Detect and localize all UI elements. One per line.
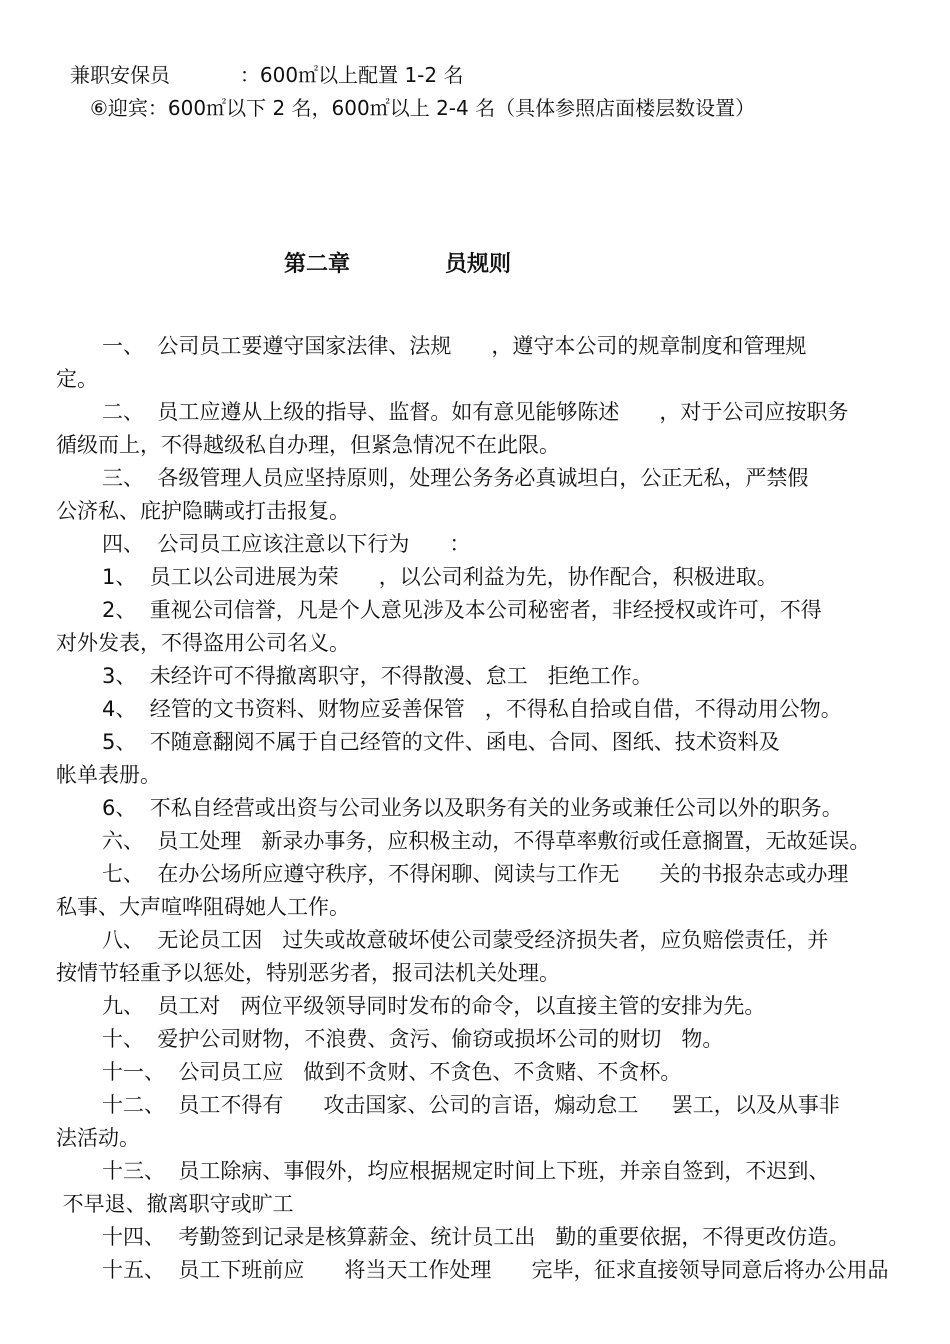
rule-line: 5、 不随意翻阅不属于自己经管的文件、函电、合同、图纸、技术资料及 xyxy=(102,730,780,754)
chapter-number: 第二章 xyxy=(284,252,351,277)
rule-line: 帐单表册。 xyxy=(56,763,161,787)
rule-line: 定。 xyxy=(56,367,98,391)
staff-config-line-greeter: ⑥迎宾：600㎡以下 2 名，600㎡以上 2-4 名（具体参照店面楼层数设置） xyxy=(90,96,756,120)
rule-line: 三、 各级管理人员应坚持原则，处理公务务必真诚坦白，公正无私，严禁假 xyxy=(102,466,809,490)
rule-line: 十、 爱护公司财物，不浪费、贪污、偷窃或损坏公司的财切 物。 xyxy=(102,1027,724,1051)
rule-line: 二、 员工应遵从上级的指导、监督。如有意见能够陈述 ，对于公司应按职务 xyxy=(102,400,849,424)
rule-line: 循级而上，不得越级私自办理，但紧急情况不在此限。 xyxy=(56,433,560,457)
rules-body xyxy=(56,330,906,1287)
rule-line: 4、 经管的文书资料、财物应妥善保管 ，不得私自拾或自借，不得动用公物。 xyxy=(102,697,842,721)
rule-line: 3、 未经许可不得撤离职守，不得散漫、怠工 拒绝工作。 xyxy=(102,664,653,688)
rule-line: 法活动。 xyxy=(56,1126,140,1150)
rule-line: 十二、 员工不得有 攻击国家、公司的言语，煽动怠工 罢工，以及从事非 xyxy=(102,1093,840,1117)
rule-line: 1、 员工以公司进展为荣 ，以公司利益为先，协作配合，积极进取。 xyxy=(102,565,778,589)
rule-line: 私事、大声喧哗阻碍她人工作。 xyxy=(56,895,350,919)
staff-config-line-security: 兼职安保员 ：600㎡以上配置 1-2 名 xyxy=(70,63,464,87)
rule-line: 九、 员工对 两位平级领导同时发布的命令，以直接主管的安排为先。 xyxy=(102,994,766,1018)
rule-line: 十四、 考勤签到记录是核算薪金、统计员工出 勤的重要依据，不得更改仿造。 xyxy=(102,1225,850,1249)
rule-line: 2、 重视公司信誉，凡是个人意见涉及本公司秘密者，非经授权或许可，不得 xyxy=(102,598,822,622)
rule-line: 六、 员工处理 新录办事务，应积极主动，不得草率敷衍或任意搁置，无故延误。 xyxy=(102,829,871,853)
rule-line: 十五、 员工下班前应 将当天工作处理 完毕，征求直接领导同意后将办公用品 xyxy=(102,1258,889,1282)
rule-line: 十三、 员工除病、事假外，均应根据规定时间上下班，并亲自签到，不迟到、 xyxy=(102,1159,830,1183)
rule-line: 公济私、庇护隐瞒或打击报复。 xyxy=(56,499,350,523)
rule-line: 十一、 公司员工应 做到不贪财、不贪色、不贪赌、不贪杯。 xyxy=(102,1060,682,1084)
rule-line: 6、 不私自经营或出资与公司业务以及职务有关的业务或兼任公司以外的职务。 xyxy=(102,796,843,820)
rule-line: 按情节轻重予以惩处，特别恶劣者，报司法机关处理。 xyxy=(56,961,560,985)
rule-line: 不早退、撤离职守或旷工 xyxy=(56,1192,294,1216)
rule-line: 四、 公司员工应该注意以下行为 ： xyxy=(102,532,471,556)
rule-line: 对外发表，不得盗用公司名义。 xyxy=(56,631,350,655)
rule-line: 八、 无论员工因 过失或故意破坏使公司蒙受经济损失者，应负赔偿责任，并 xyxy=(102,928,829,952)
chapter-title: 员规则 xyxy=(445,252,512,277)
rule-line: 一、 公司员工要遵守国家法律、法规 ，遵守本公司的规章制度和管理规 xyxy=(102,334,807,358)
rule-line: 七、 在办公场所应遵守秩序，不得闲聊、阅读与工作无 关的书报杂志或办理 xyxy=(102,862,849,886)
